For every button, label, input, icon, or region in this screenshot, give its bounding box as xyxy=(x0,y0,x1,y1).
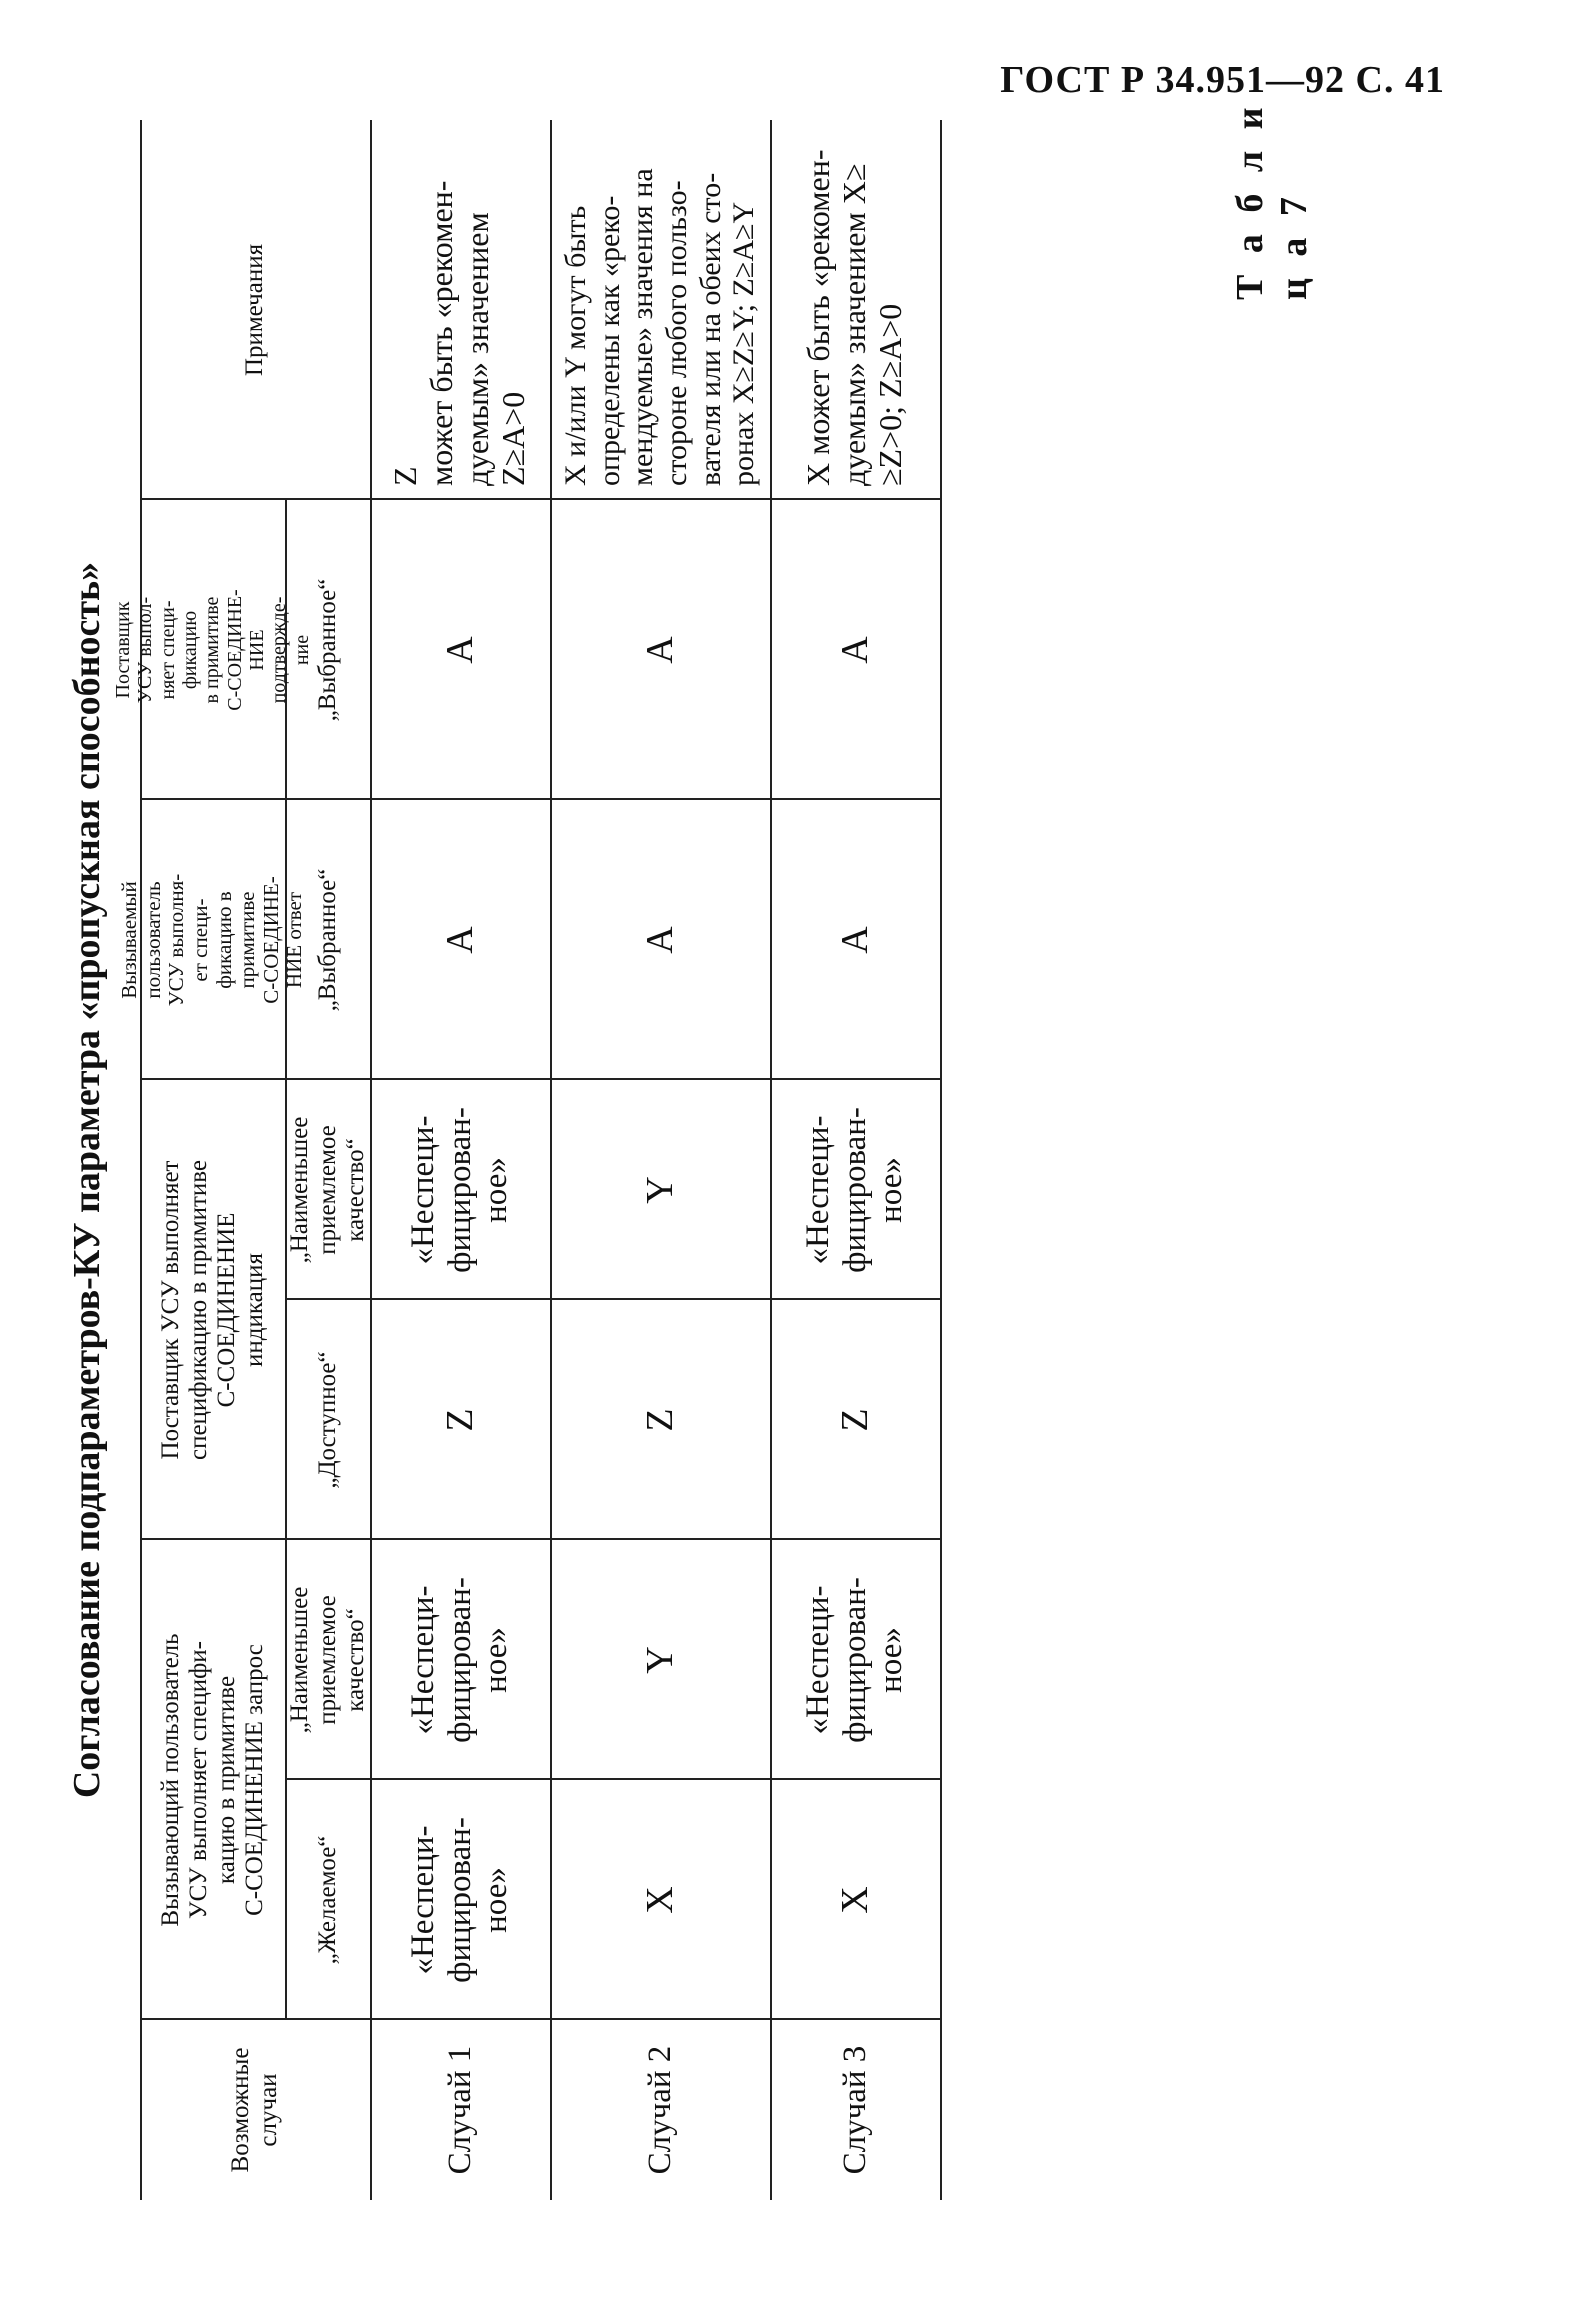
table-caption: Согласование подпараметров-КУ параметра «пропускная способность» xyxy=(66,561,108,1799)
header-chosen-confirm: „Выбранное“ xyxy=(313,578,341,722)
header-group-indication: Поставщик УСУ выполняет спецификацию в примитиве С-СОЕДИНЕНИЕ индикация xyxy=(156,1159,268,1461)
page-header: ГОСТ Р 34.951—92 С. 41 xyxy=(1000,59,1445,101)
header-group-response: Вызываемый пользователь УСУ выполня- ет специ- фикацию в примитиве С-СОЕДИНЕ- НИЕ ответ xyxy=(117,873,307,1007)
rotated-table-page xyxy=(40,60,1340,2260)
row2-case: Случай 2 xyxy=(641,2045,678,2175)
table-label: Т а б л и ц а 7 xyxy=(1229,101,1315,300)
header-desired: „Желаемое“ xyxy=(313,1835,341,1965)
row3-chosen-confirm: A xyxy=(833,636,876,664)
row3-chosen-response: A xyxy=(833,926,876,954)
header-group-request: Вызывающий пользователь УСУ выполняет специфи- кацию в примитиве С-СОЕДИНЕНИЕ запрос xyxy=(156,1633,268,1927)
row1-chosen-confirm: A xyxy=(438,636,481,664)
row3-least-request: «Неспеци- фицирован- ное» xyxy=(799,1577,910,1743)
row2-desired: X xyxy=(638,1886,681,1914)
header-chosen-response: „Выбранное“ xyxy=(313,868,341,1012)
row1-least-request: «Неспеци- фицирован- ное» xyxy=(404,1577,515,1743)
header-available: „Доступное“ xyxy=(313,1351,341,1489)
header-least-acceptable-request: „Наименьшее приемлемое качество“ xyxy=(285,1586,369,1734)
header-notes: Примечания xyxy=(241,243,268,377)
row1-desired: «Неспеци- фицирован- ное» xyxy=(404,1817,515,1983)
row1-case: Случай 1 xyxy=(441,2045,478,2175)
row2-available: Z xyxy=(638,1408,681,1432)
row2-note: X и/или Y могут быть определены как «реко- мендуемые» значения на стороне любого пользо- вателя или на обеих сто- ронах X≥Z≥Y; Z≥A≥Y xyxy=(559,168,761,486)
row1-chosen-response: A xyxy=(438,926,481,954)
row2-chosen-confirm: A xyxy=(638,636,681,664)
row1-note: Z может быть «рекомен- дуемым» значением Z≥A>0 xyxy=(387,180,531,486)
table-bottom-rule xyxy=(940,120,942,2200)
row3-available: Z xyxy=(833,1408,876,1432)
header-least-acceptable-indication: „Наименьшее приемлемое качество“ xyxy=(285,1116,369,1264)
header-group-confirm: Поставщик УСУ выпол- няет специ- фикацию в примитиве С-СОЕДИНЕ- НИЕ подтвержде- ние xyxy=(111,589,313,711)
row2-chosen-response: A xyxy=(638,926,681,954)
row3-desired: X xyxy=(833,1886,876,1914)
row3-case: Случай 3 xyxy=(836,2045,873,2175)
row1-least-indication: «Неспеци- фицирован- ное» xyxy=(404,1107,515,1273)
row2-least-request: Y xyxy=(638,1646,681,1674)
row3-note: X может быть «рекомен- дуемым» значением X≥ ≥Z>0; Z≥A>0 xyxy=(800,149,908,486)
row1-available: Z xyxy=(438,1408,481,1432)
row2-least-indication: Y xyxy=(638,1176,681,1204)
header-cases: Возможные случаи xyxy=(227,2047,282,2173)
row3-least-indication: «Неспеци- фицирован- ное» xyxy=(799,1107,910,1273)
